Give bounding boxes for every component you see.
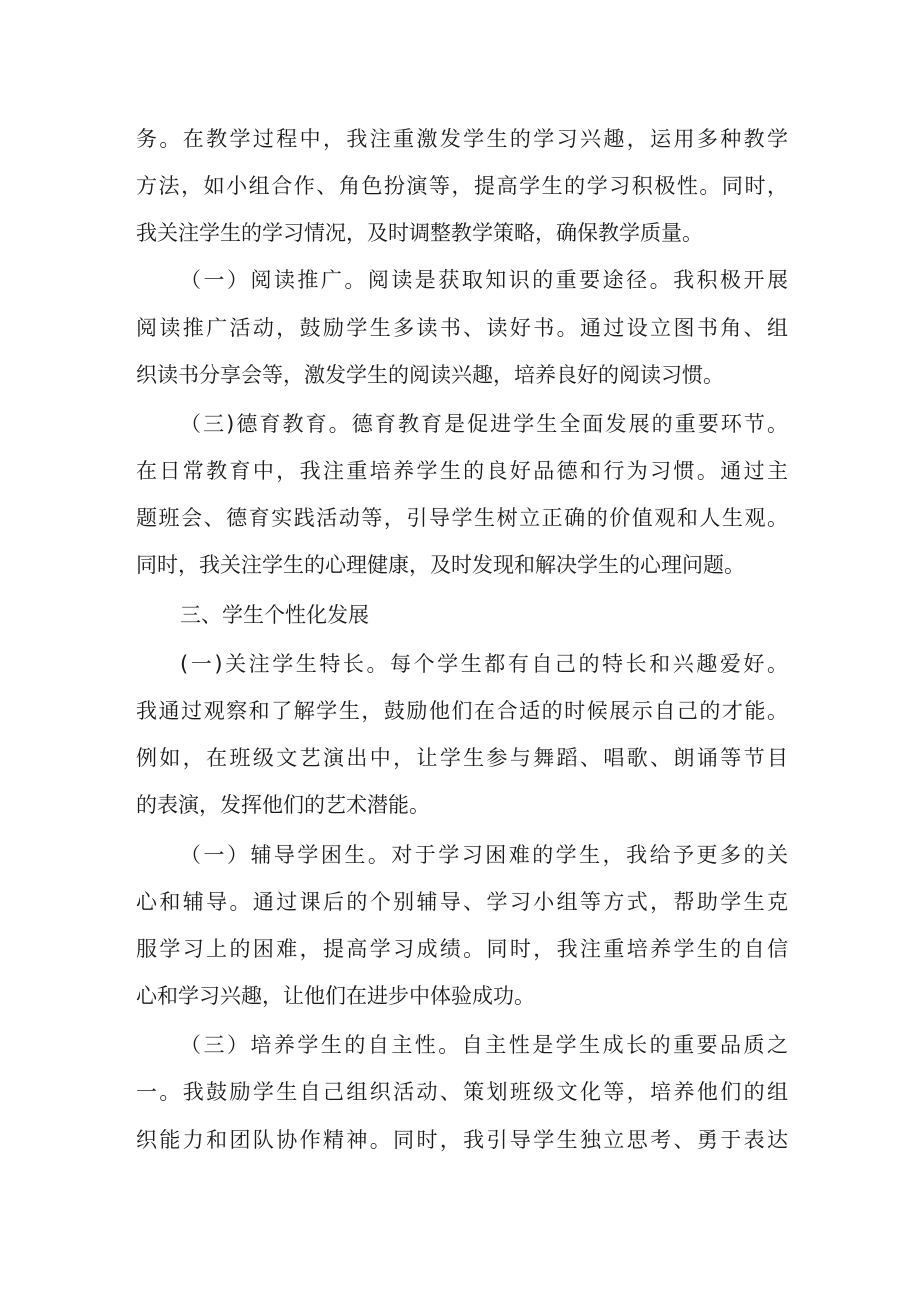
text-line: 的表演，发挥他们的艺术潜能。 [136,793,430,817]
text-line: 心和学习兴趣，让他们在进步中体验成功。 [136,984,535,1008]
section-heading: 三、学生个性化发展 [180,603,369,627]
paragraph-start-line: （三)德育教育。德育教育是促进学生全面发展的重要环节。 [180,412,788,436]
text-line: 织能力和团队协作精神。同时，我引导学生独立思考、勇于表达 [136,1128,788,1152]
text-line: 阅读推广活动，鼓励学生多读书、读好书。通过设立图书角、组 [136,316,788,340]
text-line: 在日常教育中，我注重培养学生的良好品德和行为习惯。通过主 [136,459,788,483]
text-line: 方法，如小组合作、角色扮演等，提高学生的学习积极性。同时， [136,174,788,198]
paragraph-start-line: （一）阅读推广。阅读是获取知识的重要途径。我积极开展 [180,268,788,292]
text-line: 同时，我关注学生的心理健康，及时发现和解决学生的心理问题。 [136,553,745,577]
text-line: 织读书分享会等，激发学生的阅读兴趣，培养良好的阅读习惯。 [136,363,724,387]
paragraph-start-line: (一)关注学生特长。每个学生都有自己的特长和兴趣爱好。 [180,652,788,676]
text-line: 一。我鼓励学生自己组织活动、策划班级文化等，培养他们的组 [136,1080,788,1104]
paragraph-start-line: （三）培养学生的自主性。自主性是学生成长的重要品质之 [180,1033,788,1057]
text-line: 务。在教学过程中，我注重激发学生的学习兴趣，运用多种教学 [136,127,788,151]
text-line: 我关注学生的学习情况，及时调整教学策略，确保教学质量。 [136,221,703,245]
text-line: 例如，在班级文艺演出中，让学生参与舞蹈、唱歌、朗诵等节目 [136,746,788,770]
text-line: 我通过观察和了解学生，鼓励他们在合适的时候展示自己的才能。 [136,699,788,723]
text-line: 心和辅导。通过课后的个别辅导、学习小组等方式，帮助学生克 [136,890,788,914]
text-line: 服学习上的困难，提高学习成绩。同时，我注重培养学生的自信 [136,937,788,961]
text-line: 题班会、德育实践活动等，引导学生树立正确的价值观和人生观。 [136,506,788,530]
paragraph-start-line: （一）辅导学困生。对于学习困难的学生，我给予更多的关 [180,843,788,867]
